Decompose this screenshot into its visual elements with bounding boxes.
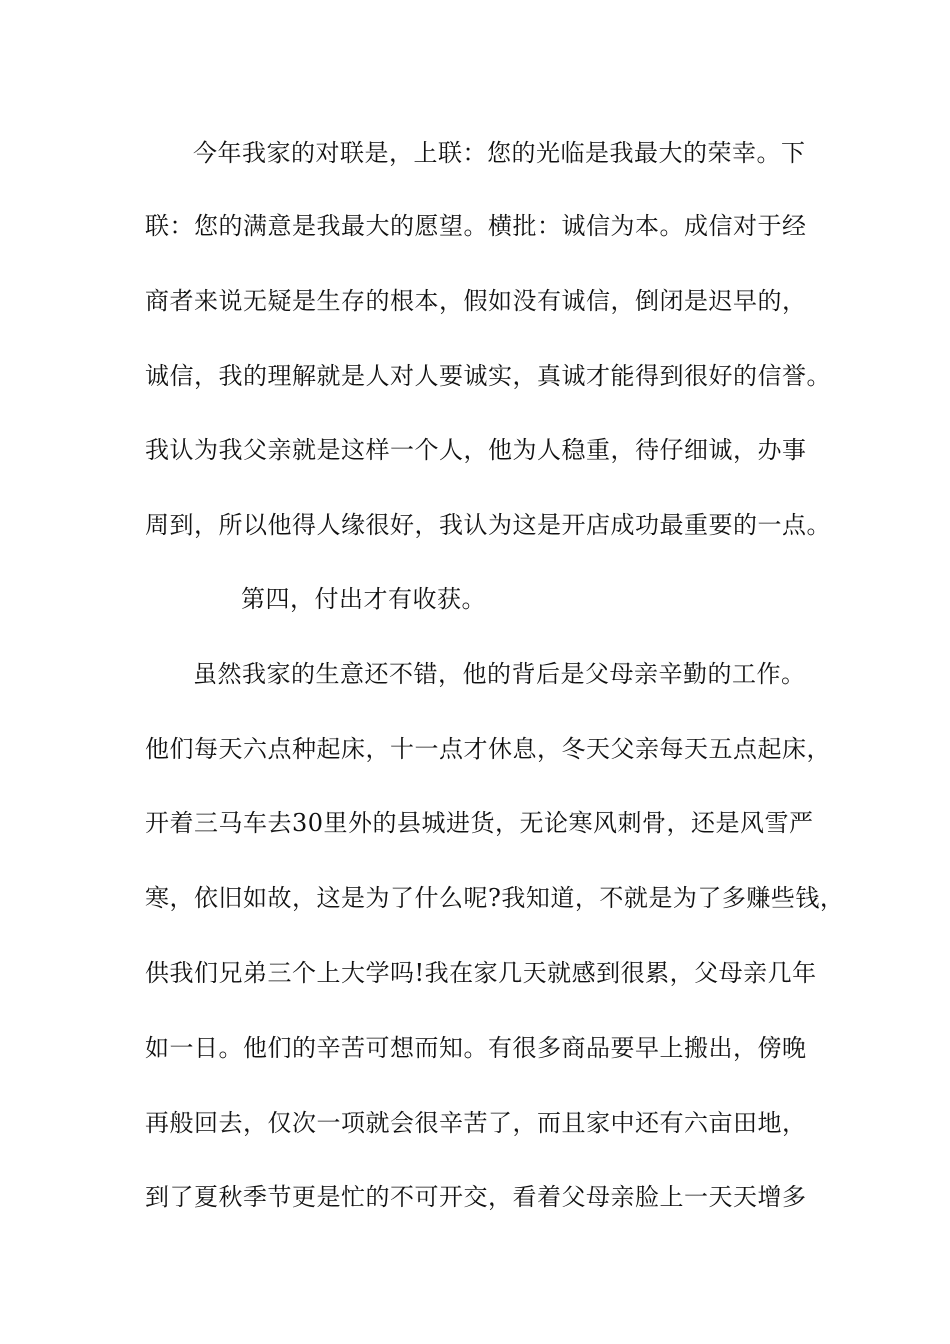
paragraph-line: 如一日。他们的辛苦可想而知。有很多商品要早上搬出，傍晚 xyxy=(145,1034,807,1062)
paragraph-line: 虽然我家的生意还不错，他的背后是父母亲辛勤的工作。 xyxy=(193,660,806,688)
paragraph-line: 供我们兄弟三个上大学吗!我在家几天就感到很累，父母亲几年 xyxy=(145,959,817,987)
paragraph-line: 联：您的满意是我最大的愿望。横批：诚信为本。成信对于经 xyxy=(145,212,807,240)
paragraph-line: 寒，依旧如故，这是为了什么呢?我知道，不就是为了多赚些钱， xyxy=(145,884,845,912)
paragraph-line: 再般回去，仅次一项就会很辛苦了，而且家中还有六亩田地， xyxy=(145,1109,807,1137)
section-heading: 第四，付出才有收获。 xyxy=(241,585,486,613)
paragraph-line: 他们每天六点种起床，十一点才休息，冬天父亲每天五点起床， xyxy=(145,735,831,763)
paragraph-line: 周到，所以他得人缘很好，我认为这是开店成功最重要的一点。 xyxy=(145,511,831,539)
paragraph-line: 开着三马车去30里外的县城进货，无论寒风刺骨，还是风雪严 xyxy=(145,809,814,837)
paragraph-line: 今年我家的对联是，上联：您的光临是我最大的荣幸。下 xyxy=(193,139,806,167)
paragraph-line: 我认为我父亲就是这样一个人，他为人稳重，待仔细诚，办事 xyxy=(145,436,807,464)
paragraph-line: 商者来说无疑是生存的根本，假如没有诚信，倒闭是迟早的， xyxy=(145,287,807,315)
paragraph-line: 到了夏秋季节更是忙的不可开交，看着父母亲脸上一天天增多 xyxy=(145,1183,807,1211)
paragraph-line: 诚信，我的理解就是人对人要诚实，真诚才能得到很好的信誉。 xyxy=(145,362,831,390)
